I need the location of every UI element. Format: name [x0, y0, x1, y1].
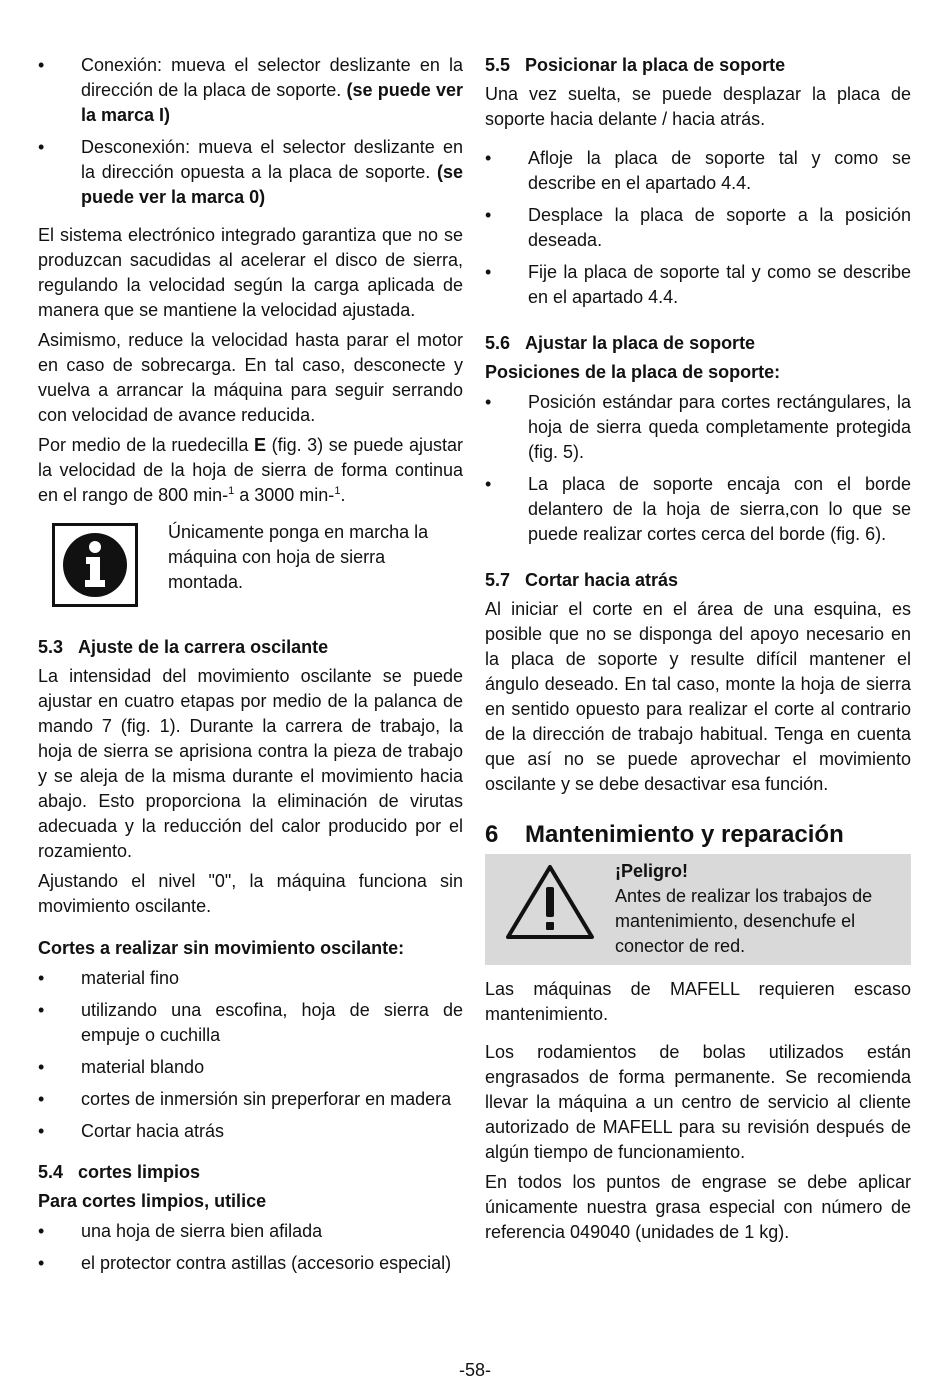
subheading: Posiciones de la placa de soporte:	[485, 362, 781, 382]
list-item: • La placa de soporte encaja con el borde delantero de la hoja de sierra,con lo que se puede realizar cortes cerca del borde (fig. 6).	[485, 472, 911, 547]
paragraph: Al iniciar el corte en el área de una esquina, es posible que no se disponga del apoyo necesario en la placa de soporte y resulte difícil mantener el ángulo deseado. En tal caso, monte la hoja de sierra en sentido opuesto para realizar el corte al contrario de la dirección de trabajo habitual. Tenga en cuenta que así no se puede aprovechar el movimiento oscilante y se debe desactivar esa función.	[485, 599, 911, 794]
list-item: • Fije la placa de soporte tal y como se describe en el apartado 4.4.	[485, 260, 911, 310]
warning-triangle-icon	[485, 859, 615, 959]
paragraph: Los rodamientos de bolas utilizados están engrasados de forma permanente. Se recomienda llevar la máquina a un centro de servicio al cliente autorizado de MAFELL para su revisión después de algún tiempo de funcionamiento.	[485, 1042, 911, 1162]
info-icon	[52, 523, 138, 607]
list-item: • Desconexión: mueva el selector deslizante en la dirección opuesta a la placa de soporte. (se puede ver la marca 0)	[38, 135, 463, 210]
limpios-list	[38, 1219, 463, 1276]
list-item: • Afloje la placa de soporte tal y como se describe en el apartado 4.4.	[485, 146, 911, 196]
subheading: Cortes a realizar sin movimiento oscilante:	[38, 938, 405, 958]
posiciones-list	[485, 390, 911, 547]
list-item: • cortes de inmersión sin preperforar en madera	[38, 1087, 463, 1112]
danger-text-block	[615, 859, 911, 959]
list-item: • utilizando una escofina, hoja de sierra de empuje o cuchilla	[38, 998, 463, 1048]
posicionar-list	[485, 146, 911, 310]
section-heading-5-3: 5.3 Ajuste de la carrera oscilante	[38, 637, 329, 657]
paragraph: El sistema electrónico integrado garantiza que no se produzcan sacudidas al acelerar el disco de sierra, regulando la velocidad según la carga aplicada de manera que se mantiene la velocidad ajustada.	[38, 225, 463, 320]
right-column	[485, 53, 911, 1250]
list-item: • Desplace la placa de soporte a la posición deseada.	[485, 203, 911, 253]
switch-bullet-list	[38, 53, 463, 210]
danger-text: Antes de realizar los trabajos de mantenimiento, desenchufe el conector de red.	[615, 886, 873, 956]
section-heading-5-6: 5.6 Ajustar la placa de soporte	[485, 333, 756, 353]
list-item: • Cortar hacia atrás	[38, 1119, 463, 1144]
subheading: Para cortes limpios, utilice	[38, 1191, 267, 1211]
paragraph: Una vez suelta, se puede desplazar la placa de soporte hacia delante / hacia atrás.	[485, 84, 911, 129]
list-item: • material fino	[38, 966, 463, 991]
section-heading-5-5: 5.5 Posicionar la placa de soporte	[485, 55, 786, 75]
info-text: Únicamente ponga en marcha la máquina con hoja de sierra montada.	[168, 522, 429, 592]
left-column	[38, 53, 463, 1283]
list-item: • una hoja de sierra bien afilada	[38, 1219, 463, 1244]
section-heading-5-7: 5.7 Cortar hacia atrás	[485, 570, 679, 590]
paragraph: Por medio de la ruedecilla E (fig. 3) se puede ajustar la velocidad de la hoja de sierra de forma continua en el rango de 800 min-$^1$ a 3000 min-$^1$.	[38, 435, 463, 505]
list-item: • material blando	[38, 1055, 463, 1080]
danger-title: ¡Peligro!	[615, 861, 689, 881]
list-item: • Conexión: mueva el selector deslizante en la dirección de la placa de soporte. (se puede ver la marca I)	[38, 53, 463, 128]
danger-note	[485, 854, 911, 965]
list-item: • Posición estándar para cortes rectángulares, la hoja de sierra queda completamente protegida (fig. 5).	[485, 390, 911, 465]
section-heading-5-4: 5.4 cortes limpios	[38, 1162, 201, 1182]
cortes-list	[38, 966, 463, 1144]
list-item: • el protector contra astillas (accesorio especial)	[38, 1251, 463, 1276]
paragraph: Asimismo, reduce la velocidad hasta parar el motor en caso de sobrecarga. En tal caso, desconecte y vuelva a arrancar la máquina para seguir serrando con velocidad de avance reducida.	[38, 330, 463, 425]
info-note	[38, 520, 463, 607]
paragraph: Las máquinas de MAFELL requieren escaso mantenimiento.	[485, 979, 911, 1024]
paragraph: La intensidad del movimiento oscilante se puede ajustar en cuatro etapas por medio de la palanca de mando 7 (fig. 1). Durante la carrera de trabajo, la hoja de sierra se aprisiona contra la pieza de trabajo y se aleja de la misma durante el movimiento hacia abajo. Esto proporciona la eliminación de virutas adecuada y la reducción del calor producido por el rozamiento.	[38, 666, 463, 861]
page-number: -58-	[458, 1360, 491, 1380]
paragraph: Ajustando el nivel "0", la máquina funciona sin movimiento oscilante.	[38, 871, 463, 916]
section-heading-6: 6 Mantenimiento y reparación	[485, 821, 844, 848]
paragraph: En todos los puntos de engrase se debe aplicar únicamente nuestra grasa especial con número de referencia 049040 (unidades de 1 kg).	[485, 1172, 911, 1242]
